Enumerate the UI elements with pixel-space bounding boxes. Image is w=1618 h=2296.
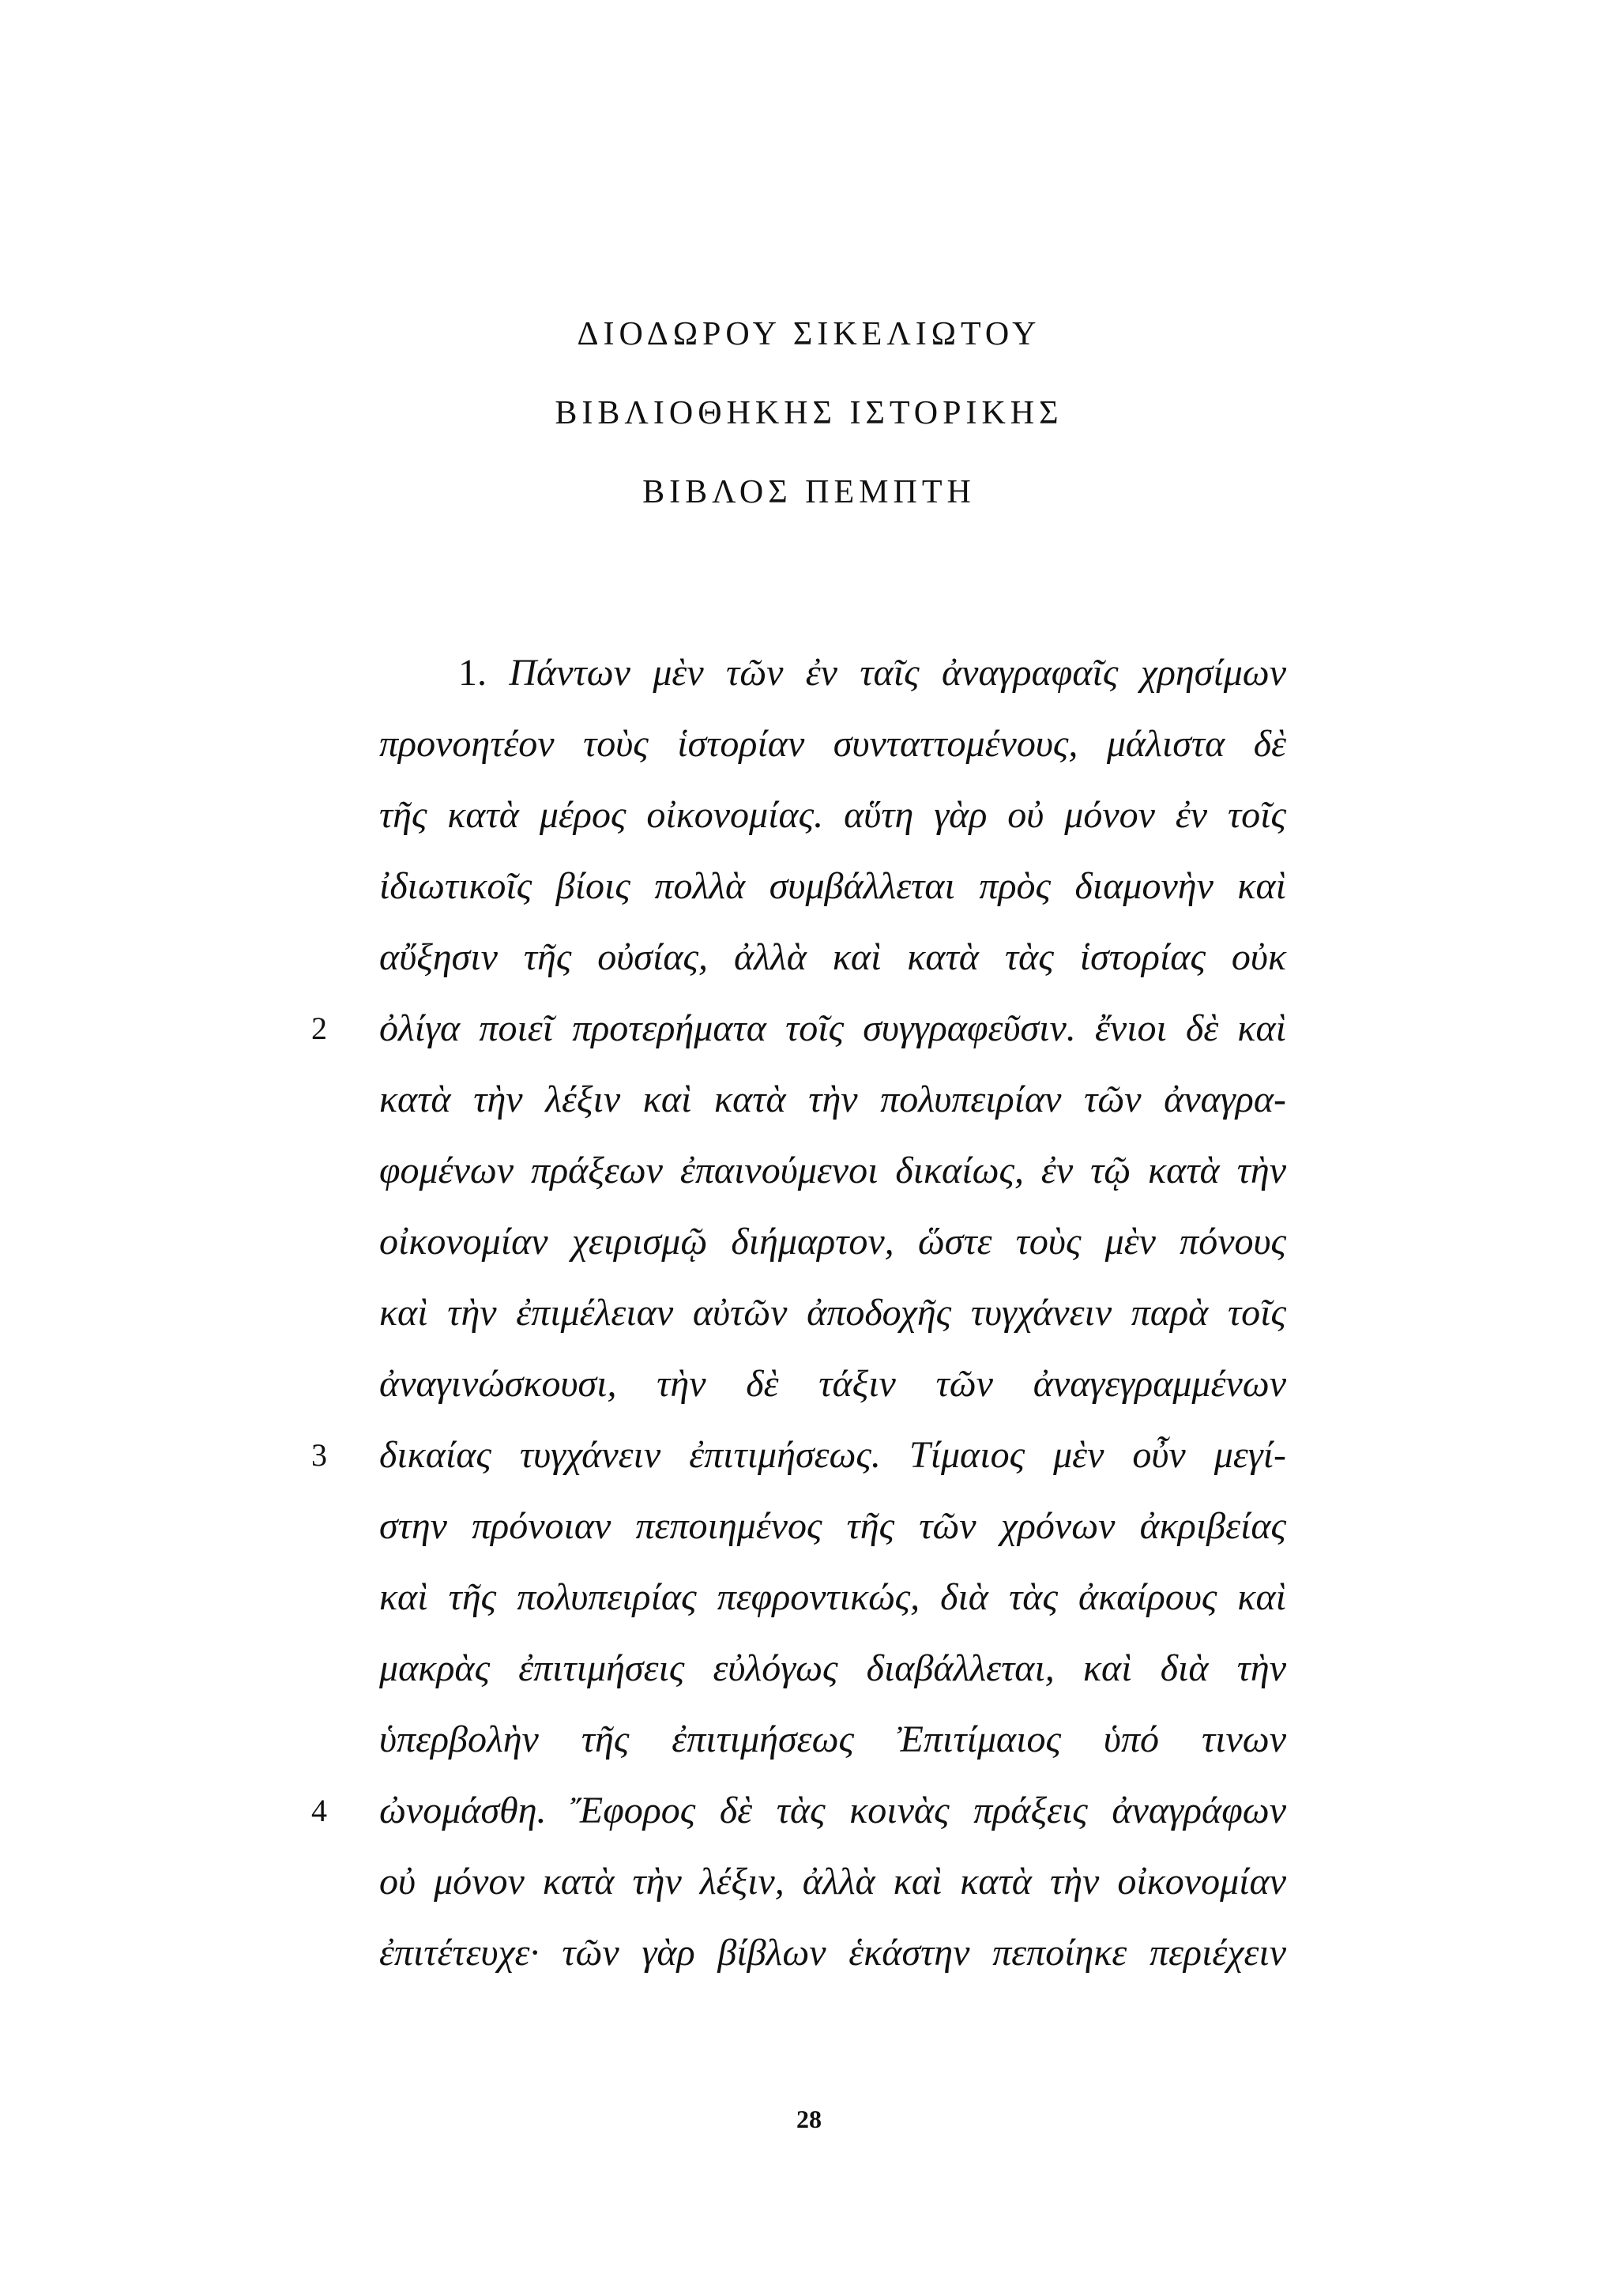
text-line-4: ἰδιωτικοῖς βίοις πολλὰ συμβάλλεται πρὸς διαμονὴν καὶ [379,865,1286,907]
page-number: 28 [796,2105,822,2133]
text-line-16: ὑπερβολὴν τῆς ἐπιτιμήσεως Ἐπιτίμαιος ὑπό τινων [379,1718,1286,1760]
section-number: 1. [458,652,487,694]
text-line-1-content: Πάντων μὲν τῶν ἐν ταῖς ἀναγραφαῖς χρησίμων [509,652,1286,694]
text-line-1 [458,649,1286,697]
text-line-5: αὔξησιν τῆς οὐσίας, ἀλλὰ καὶ κατὰ τὰς ἱστορίας οὐκ [379,936,1286,978]
text-line-19: ἐπιτέτευχε· τῶν γὰρ βίβλων ἑκάστην πεποίηκε περιέχειν [379,1932,1286,1974]
text-line-9: οἰκονομίαν χειρισμῷ διήμαρτον, ὥστε τοὺς μὲν πόνους [379,1221,1286,1263]
work-heading: ΒΙΒΛΙΟΘΗΚΗΣ ΙΣΤΟΡΙΚΗΣ [555,395,1063,431]
margin-number-4: 4 [311,1793,327,1828]
text-line-15: μακρὰς ἐπιτιμήσεις εὐλόγως διαβάλλεται, καὶ διὰ τὴν [379,1647,1286,1689]
text-line-11: ἀναγινώσκουσι, τὴν δὲ τάξιν τῶν ἀναγεγραμμένων [379,1363,1286,1405]
text-line-13: στην πρόνοιαν πεποιημένος τῆς τῶν χρόνων ἀκριβείας [379,1505,1286,1547]
text-line-14: καὶ τῆς πολυπειρίας πεφροντικώς, διὰ τὰς ἀκαίρους καὶ [379,1576,1286,1618]
text-line-7: κατὰ τὴν λέξιν καὶ κατὰ τὴν πολυπειρίαν τῶν ἀναγρα- [379,1078,1286,1120]
text-line-6: ὀλίγα ποιεῖ προτερήματα τοῖς συγγραφεῦσιν. ἔνιοι δὲ καὶ [379,1007,1286,1049]
text-line-3: τῆς κατὰ μέρος οἰκονομίας. αὕτη γὰρ οὐ μόνον ἐν τοῖς [379,794,1286,836]
text-line-10: καὶ τὴν ἐπιμέλειαν αὐτῶν ἀποδοχῆς τυγχάνειν παρὰ τοῖς [379,1292,1286,1334]
text-line-2: προνοητέον τοὺς ἱστορίαν συνταττομένους, μάλιστα δὲ [379,723,1286,765]
text-line-12: δικαίας τυγχάνειν ἐπιτιμήσεως. Τίμαιος μὲν οὖν μεγί- [379,1434,1286,1476]
text-line-18: οὐ μόνον κατὰ τὴν λέξιν, ἀλλὰ καὶ κατὰ τὴν οἰκονομίαν [379,1861,1286,1903]
book-heading: ΒΙΒΛΟΣ ΠΕΜΠΤΗ [642,474,976,510]
text-line-8: φομένων πράξεων ἐπαινούμενοι δικαίως, ἐν τῷ κατὰ τὴν [379,1150,1286,1191]
author-heading: ΔΙΟΔΩΡΟΥ ΣΙΚΕΛΙΩΤΟΥ [577,316,1041,352]
text-line-17: ὠνομάσθη. Ἔφορος δὲ τὰς κοινὰς πράξεις ἀναγράφων [379,1790,1286,1831]
margin-number-2: 2 [311,1011,327,1046]
margin-number-3: 3 [311,1437,327,1473]
